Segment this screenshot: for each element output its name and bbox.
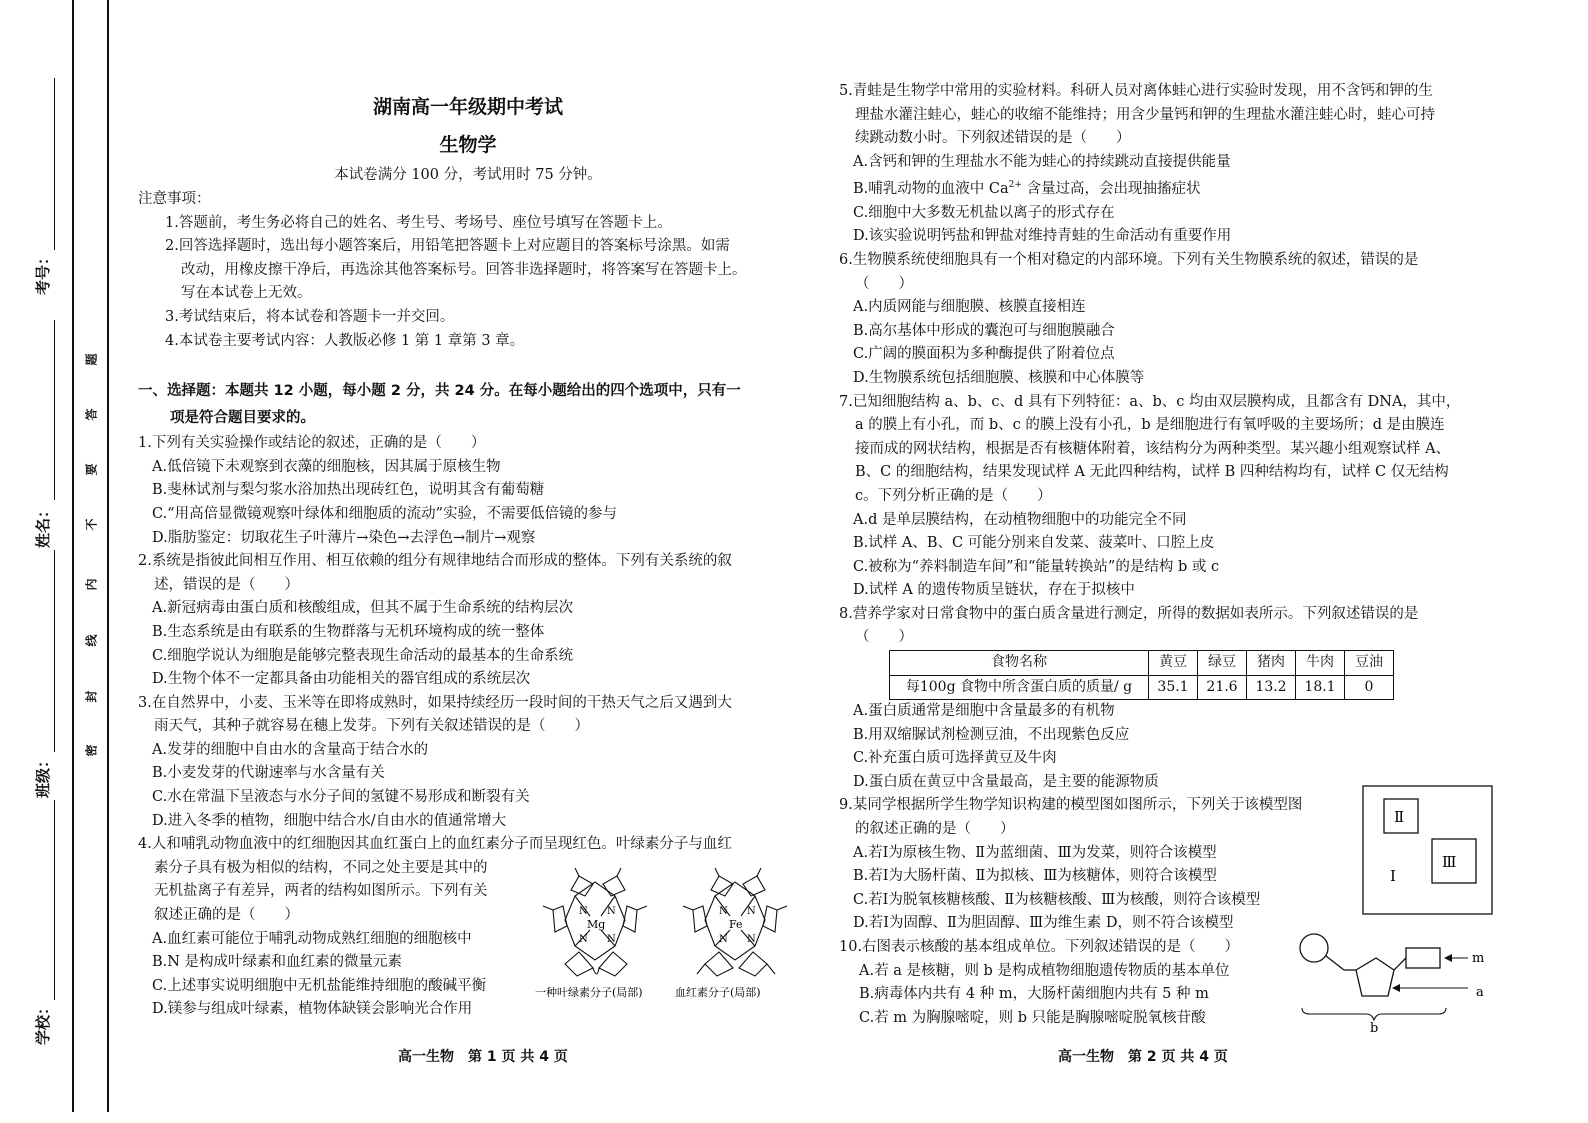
table-cell: 21.6 [1198,675,1247,700]
q4-option-b: B.N 是构成叶绿素和血红素的微量元素 [152,954,403,971]
phosphate-bond [1326,956,1344,970]
q7-stem-4: B、C 的细胞结构，结果发现试样 A 无此四种结构，试样 B 四种结构均有，试样 C 仅无结构 [855,464,1449,481]
table-cell: 每100g 食物中所含蛋白质的质量/ g [890,675,1149,700]
seal-char-8: 密 [84,744,99,757]
table-header-cell: 牛肉 [1296,651,1345,676]
label-m: m [1472,951,1485,966]
q2-stem-2: 述，错误的是（ ） [154,576,299,593]
seal-char-4: 不 [84,518,99,531]
base-bond [1394,958,1406,970]
q5-option-c: C.细胞中大多数无机盐以离子的形式存在 [853,204,1115,221]
arrow-a-head [1392,984,1400,992]
notice-line-4: 4.本试卷主要考试内容：人教版必修 1 第 1 章第 3 章。 [165,332,525,349]
set-I-label: Ⅰ [1390,867,1396,885]
q10-option-a: A.若 a 是核糖，则 b 是构成植物细胞遗传物质的基本单位 [859,962,1230,979]
table-header-cell: 猪肉 [1247,651,1296,676]
exam-info: 本试卷满分 100 分，考试用时 75 分钟。 [334,167,602,183]
pentose-sugar [1356,958,1394,996]
q10-stem: 10.右图表示核酸的基本组成单位。下列叙述错误的是（ ） [839,939,1240,956]
q7-stem-3: 接而成的网状结构，根据是否有核糖体附着，该结构分为两种类型。某兴趣小组观察试样 A、 [855,440,1451,457]
seal-char-6: 线 [84,634,99,647]
q4-stem-2: 素分子具有极为相似的结构，不同之处主要是其中的 [154,859,488,876]
q5-option-a: A.含钙和钾的生理盐水不能为蛙心的持续跳动直接提供能量 [853,153,1231,170]
q7-stem-5: c。下列分析正确的是（ ） [855,487,1052,504]
q3-option-c: C.水在常温下呈液态与水分子间的氢键不易形成和断裂有关 [152,789,530,806]
table-cell: 18.1 [1296,675,1345,700]
subject-title: 生物学 [439,134,497,156]
q2-stem-1: 2.系统是指彼此间相互作用、相互依赖的组分有规律地结合而形成的整体。下列有关系统的叙 [138,553,732,570]
chl-n-1: N [579,906,588,917]
page-footer-right: 高一生物 第 2 页 共 4 页 [1058,1049,1228,1065]
q3-option-d: D.进入冬季的植物，细胞中结合水/自由水的值通常增大 [152,812,507,829]
q6-option-d: D.生物膜系统包括细胞膜、核膜和中心体膜等 [853,369,1145,386]
exam-no-blank [54,78,55,250]
table-header-cell: 食物名称 [890,651,1149,676]
q5-option-b [839,174,1519,201]
heme-n-3: N [719,934,728,945]
base-box [1406,948,1440,968]
table-header-row [890,651,1394,676]
notice-line-1: 1.答题前，考生务必将自己的姓名、考生号、考场号、座位号填写在答题卡上。 [165,214,672,231]
q3-option-b: B.小麦发芽的代谢速率与水含量有关 [152,765,385,782]
q4-option-c: C.上述事实说明细胞中无机盐能维持细胞的酸碱平衡 [152,977,487,994]
chl-n-3: N [579,934,588,945]
binding-line-outer [72,0,74,1112]
class-blank [54,600,55,752]
q8-stem-1: 8.营养学家对日常食物中的蛋白质含量进行测定，所得的数据如表所示。下列叙述错误的是 [839,605,1419,622]
q2-option-d: D.生物个体不一定都具备由功能相关的器官组成的系统层次 [152,671,531,688]
exam-no-label: 考号： [34,249,53,296]
q7-option-d: D.试样 A 的遗传物质呈链状，存在于拟核中 [853,582,1135,599]
protein-table [889,650,1394,700]
notice-line-2c: 写在本试卷上无效。 [181,285,312,302]
q2-option-a: A.新冠病毒由蛋白质和核酸组成，但其不属于生命系统的结构层次 [152,600,574,617]
school-blank [54,870,55,1000]
q5-option-b-post: 含量过高，会出现抽搐症状 [1026,181,1201,198]
q1-option-c: C.“用高倍显微镜观察叶绿体和细胞质的流动”实验，不需要低倍镜的参与 [152,505,618,522]
q8-option-c: C.补充蛋白质可选择黄豆及牛肉 [853,750,1057,767]
q3-option-a: A.发芽的细胞中自由水的含量高于结合水的 [152,741,429,758]
name-label: 姓名： [34,502,53,549]
q9-option-d: D.若Ⅰ为固醇、Ⅱ为胆固醇、Ⅲ为维生素 D，则不符合该模型 [853,915,1234,932]
q7-option-a: A.d 是单层膜结构，在动植物细胞中的功能完全不同 [853,511,1187,528]
q7-stem-1: 7.已知细胞结构 a、b、c、d 具有下列特征：a、b、c 均由双层膜构成，且都含有 DNA，其中， [839,393,1461,410]
seal-char-2: 答 [84,408,99,421]
seal-char-3: 要 [84,463,99,476]
set-III-label: Ⅲ [1442,853,1457,871]
q10-nucleotide-diagram [1296,930,1502,1035]
q9-model-diagram [1362,785,1494,917]
q7-option-b: B.试样 A、B、C 可能分别来自发菜、菠菜叶、口腔上皮 [853,535,1215,552]
table-header-cell: 黄豆 [1149,651,1198,676]
notice-line-2b: 改动，用橡皮擦干净后，再选涂其他答案标号。回答非选择题时，将答案写在答题卡上。 [181,261,747,278]
table-cell: 13.2 [1247,675,1296,700]
q5-stem-1: 5.青蛙是生物学中常用的实验材料。科研人员对离体蛙心进行实验时发现，用不含钙和钾的生 [839,83,1433,99]
q2-option-b: B.生态系统是由有联系的生物群落与无机环境构成的统一整体 [152,623,545,640]
q6-option-b: B.高尔基体中形成的囊泡可与细胞膜融合 [853,322,1115,339]
page-footer-left: 高一生物 第 1 页 共 4 页 [398,1049,568,1065]
q10-option-c: C.若 m 为胸腺嘧啶，则 b 只能是胸腺嘧啶脱氧核苷酸 [859,1009,1206,1026]
q5-stem-3: 续跳动数小时。下列叙述错误的是（ ） [855,130,1131,147]
section-heading-a: 一、选择题：本题共 12 小题，每小题 2 分，共 24 分。在每小题给出的四个选项中，只有一 [138,383,741,400]
table-cell: 35.1 [1149,675,1198,700]
binding-line-inner [107,0,109,1112]
q1-option-b: B.斐林试剂与梨匀浆水浴加热出现砖红色，说明其含有葡萄糖 [152,482,545,499]
q4-stem-1: 4.人和哺乳动物血液中的红细胞因其血红蛋白上的血红素分子而呈现红色。叶绿素分子与血红 [138,836,732,853]
q1-option-a: A.低倍镜下未观察到衣藻的细胞核，因其属于原核生物 [152,458,501,475]
q5-option-b-sup: 2+ [1008,180,1022,191]
q10-option-b: B.病毒体内共有 4 种 m，大肠杆菌细胞内共有 5 种 m [859,986,1209,1003]
seal-char-1: 题 [84,353,99,366]
q5-option-d: D.该实验说明钙盐和钾盐对维持青蛙的生命活动有重要作用 [853,228,1232,245]
exam-title: 湖南高一年级期中考试 [372,96,563,118]
q1-option-d: D.脂肪鉴定：切取花生子叶薄片→染色→去浮色→制片→观察 [152,529,536,546]
mg-label: Mg [587,918,606,931]
arrow-m-head [1444,954,1452,962]
name-blank [54,320,55,500]
section-heading-b: 项是符合题目要求的。 [170,410,315,427]
q6-option-c: C.广阔的膜面积为多种酶提供了附着位点 [853,346,1115,363]
heme-n-4: N [747,934,756,945]
q2-option-c: C.细胞学说认为细胞是能够完整表现生命活动的最基本的生命系统 [152,647,574,664]
label-a: a [1476,985,1484,1000]
seal-char-5: 内 [84,578,99,591]
outer-set-I [1363,786,1492,914]
class-label: 班级： [34,752,53,799]
q4-stem-3: 无机盐离子有差异，两者的结构如图所示。下列有关 [154,883,488,900]
table-header-cell: 豆油 [1345,651,1394,676]
notice-line-3: 3.考试结束后，将本试卷和答题卡一并交回。 [165,308,455,325]
heme-caption: 血红素分子(局部) [675,986,761,999]
q6-option-a: A.内质网能与细胞膜、核膜直接相连 [853,299,1086,316]
phosphate-circle [1300,934,1328,962]
table-row [890,675,1394,700]
q4-stem-4: 叙述正确的是（ ） [154,907,299,924]
q4-option-d: D.镁参与组成叶绿素，植物体缺镁会影响光合作用 [152,1001,473,1018]
table-cell: 0 [1345,675,1394,700]
chl-n-2: N [607,906,616,917]
q4-option-a: A.血红素可能位于哺乳动物成熟红细胞的细胞核中 [152,930,472,947]
q8-table-wrap [839,650,1519,700]
label-b: b [1370,1021,1379,1035]
q8-stem-2: （ ） [855,629,913,646]
heme-n-1: N [719,906,728,917]
q3-stem-2: 雨天气，其种子就容易在穗上发芽。下列有关叙述错误的是（ ） [154,718,589,735]
q9-option-c: C.若Ⅰ为脱氧核糖核酸、Ⅱ为核糖核酸、Ⅲ为核酸，则符合该模型 [853,891,1261,908]
q6-stem-1: 6.生物膜系统使细胞具有一个相对稳定的内部环境。下列有关生物膜系统的叙述，错误的是 [839,251,1419,268]
notice-line-2a: 2.回答选择题时，选出每小题答案后，用铅笔把答题卡上对应题目的答案标号涂黑。如需 [165,238,730,255]
chl-n-4: N [607,934,616,945]
q4-molecule-figure [535,868,795,1006]
q8-option-b: B.用双缩脲试剂检测豆油，不出现紫色反应 [853,726,1130,743]
q3-stem-1: 3.在自然界中，小麦、玉米等在即将成熟时，如果持续经历一段时间的干热天气之后又遇到大 [138,694,732,711]
q1-stem: 1.下列有关实验操作或结论的叙述，正确的是（ ） [138,435,486,452]
q5-option-b-pre: B.哺乳动物的血液中 Ca [853,181,1009,198]
q9-stem-1: 9.某同学根据所学生物学知识构建的模型图如图所示，下列关于该模型图 [839,797,1303,814]
chlorophyll-caption: 一种叶绿素分子(局部) [535,986,643,999]
notice-heading: 注意事项： [138,191,211,207]
set-II-label: Ⅱ [1394,808,1405,826]
q9-option-b: B.若Ⅰ为大肠杆菌、Ⅱ为拟核、Ⅲ为核糖体，则符合该模型 [853,868,1217,885]
q5-stem-2: 理盐水灌注蛙心，蛙心的收缩不能维持；用含少量钙和钾的生理盐水灌注蛙心时，蛙心可持 [855,106,1435,123]
q6-stem-2: （ ） [855,275,913,292]
table-header-cell: 绿豆 [1198,651,1247,676]
q9-option-a: A.若Ⅰ为原核生物、Ⅱ为蓝细菌、Ⅲ为发菜，则符合该模型 [853,844,1217,861]
fe-label: Fe [729,918,743,931]
seal-char-7: 封 [84,690,99,703]
school-label: 学校： [34,999,53,1046]
spacer [138,353,798,378]
q8-option-a: A.蛋白质通常是细胞中含量最多的有机物 [853,703,1115,720]
heme-n-2: N [747,906,756,917]
q7-option-c: C.被称为“养料制造车间”和“能量转换站”的是结构 b 或 c [853,558,1220,575]
q9-stem-2: 的叙述正确的是（ ） [855,821,1015,838]
q8-option-d: D.蛋白质在黄豆中含量最高，是主要的能源物质 [853,773,1159,790]
q7-stem-2: a 的膜上有小孔，而 b、c 的膜上没有小孔，b 是细胞进行有氧呼吸的主要场所；d 是由膜连 [855,417,1445,434]
brace-b [1302,1008,1446,1020]
